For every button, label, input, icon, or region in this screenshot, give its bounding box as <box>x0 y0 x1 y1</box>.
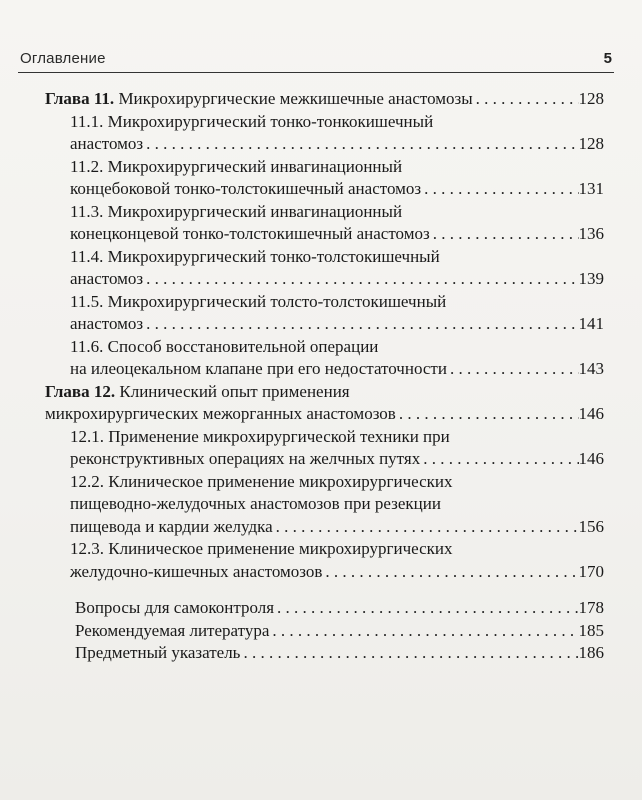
toc-section-title[interactable]: пищеводно-желудочных анастомозов при резекции <box>70 494 441 513</box>
toc-section-title: реконструктивных операциях на желчных путях <box>70 449 421 468</box>
leader-dots <box>430 223 579 246</box>
toc-section-title[interactable]: 11.3. Микрохирургический инвагинационный <box>70 201 403 221</box>
toc-page-number: 156 <box>578 516 604 536</box>
toc-section-11-2[interactable] <box>0 178 642 201</box>
page-number: 5 <box>603 50 612 67</box>
spacer <box>0 583 642 597</box>
toc-page-number: 136 <box>578 224 604 243</box>
toc-section-title: анастомоз <box>70 134 144 153</box>
toc-section-title[interactable]: 12.1. Применение микрохирургической техники при <box>70 426 450 446</box>
leader-dots <box>143 133 578 156</box>
toc-section-title[interactable]: 12.3. Клиническое применение микрохирургических <box>70 539 453 558</box>
leader-dots <box>420 448 578 471</box>
leader-dots <box>143 268 578 291</box>
leader-dots <box>421 178 578 201</box>
toc-page-number: 143 <box>578 359 604 378</box>
toc-extra-questions[interactable] <box>0 597 642 620</box>
table-of-contents <box>0 88 642 665</box>
leader-dots <box>273 516 579 539</box>
leader-dots <box>473 88 579 111</box>
chapter-title: микрохирургических межорганных анастомозов <box>45 404 396 423</box>
chapter-title: Клинический опыт применения <box>119 381 350 401</box>
running-title: Оглавление <box>20 50 106 67</box>
toc-page-number: 185 <box>578 620 604 640</box>
toc-extra-title: Предметный указатель <box>75 643 241 662</box>
toc-section-11-5[interactable] <box>0 313 642 336</box>
toc-section-title: на илеоцекальном клапане при его недостаточности <box>70 359 447 378</box>
chapter-label: Глава 11. <box>45 89 115 108</box>
toc-section-title[interactable]: 11.6. Способ восстановительной операции <box>70 336 379 356</box>
toc-page-number: 170 <box>578 561 604 581</box>
toc-extra-literature[interactable] <box>0 620 642 643</box>
leader-dots <box>274 597 578 620</box>
toc-extra-index[interactable] <box>0 642 642 665</box>
toc-section-title[interactable]: 11.1. Микрохирургический тонко-тонкокишечный <box>70 111 434 131</box>
toc-section-title: анастомоз <box>70 314 144 333</box>
toc-page-number: 141 <box>578 314 604 333</box>
toc-section-11-6[interactable] <box>0 358 642 381</box>
toc-page-number: 131 <box>578 179 604 198</box>
toc-section-11-1[interactable] <box>0 133 642 156</box>
running-header <box>18 50 614 73</box>
toc-page-number: 128 <box>578 89 604 108</box>
leader-dots <box>240 642 578 665</box>
toc-section-title: пищевода и кардии желудка <box>70 516 273 536</box>
toc-page-number: 128 <box>578 134 604 153</box>
leader-dots <box>143 313 578 336</box>
leader-dots <box>269 620 578 643</box>
leader-dots <box>447 358 579 381</box>
toc-section-12-1[interactable] <box>0 448 642 471</box>
toc-section-title[interactable]: 12.2. Клиническое применение микрохирургических <box>70 471 453 491</box>
toc-section-title: конецконцевой тонко-толстокишечный анастомоз <box>70 224 430 243</box>
chapter-title: Микрохирургические межкишечные анастомозы <box>118 89 473 108</box>
toc-section-title[interactable]: 11.5. Микрохирургический толсто-толстокишечный <box>70 291 447 311</box>
toc-extra-title: Рекомендуемая литература <box>75 620 270 640</box>
toc-section-title: желудочно-кишечных анастомозов <box>70 561 323 581</box>
toc-section-title[interactable]: 11.4. Микрохирургический тонко-толстокишечный <box>70 246 440 266</box>
toc-section-12-3[interactable] <box>0 561 642 584</box>
chapter-label: Глава 12. <box>45 381 116 401</box>
toc-page-number: 146 <box>578 404 604 423</box>
toc-chapter-12-heading[interactable] <box>0 381 642 404</box>
toc-extra-title: Вопросы для самоконтроля <box>75 598 275 617</box>
leader-dots <box>396 403 579 426</box>
toc-page-number: 186 <box>578 643 604 662</box>
toc-section-title: анастомоз <box>70 269 144 288</box>
toc-section-title[interactable]: 11.2. Микрохирургический инвагинационный <box>70 156 403 176</box>
toc-section-11-3[interactable] <box>0 223 642 246</box>
toc-section-12-2[interactable] <box>0 516 642 539</box>
toc-section-11-4[interactable] <box>0 268 642 291</box>
toc-chapter-12[interactable] <box>0 403 642 426</box>
leader-dots <box>322 561 578 584</box>
toc-page-number: 139 <box>578 269 604 288</box>
toc-page-number: 178 <box>578 598 604 617</box>
toc-chapter-11[interactable] <box>0 88 642 111</box>
toc-page-number: 146 <box>578 449 604 468</box>
toc-section-title: концебоковой тонко-толстокишечный анастомоз <box>70 179 422 198</box>
